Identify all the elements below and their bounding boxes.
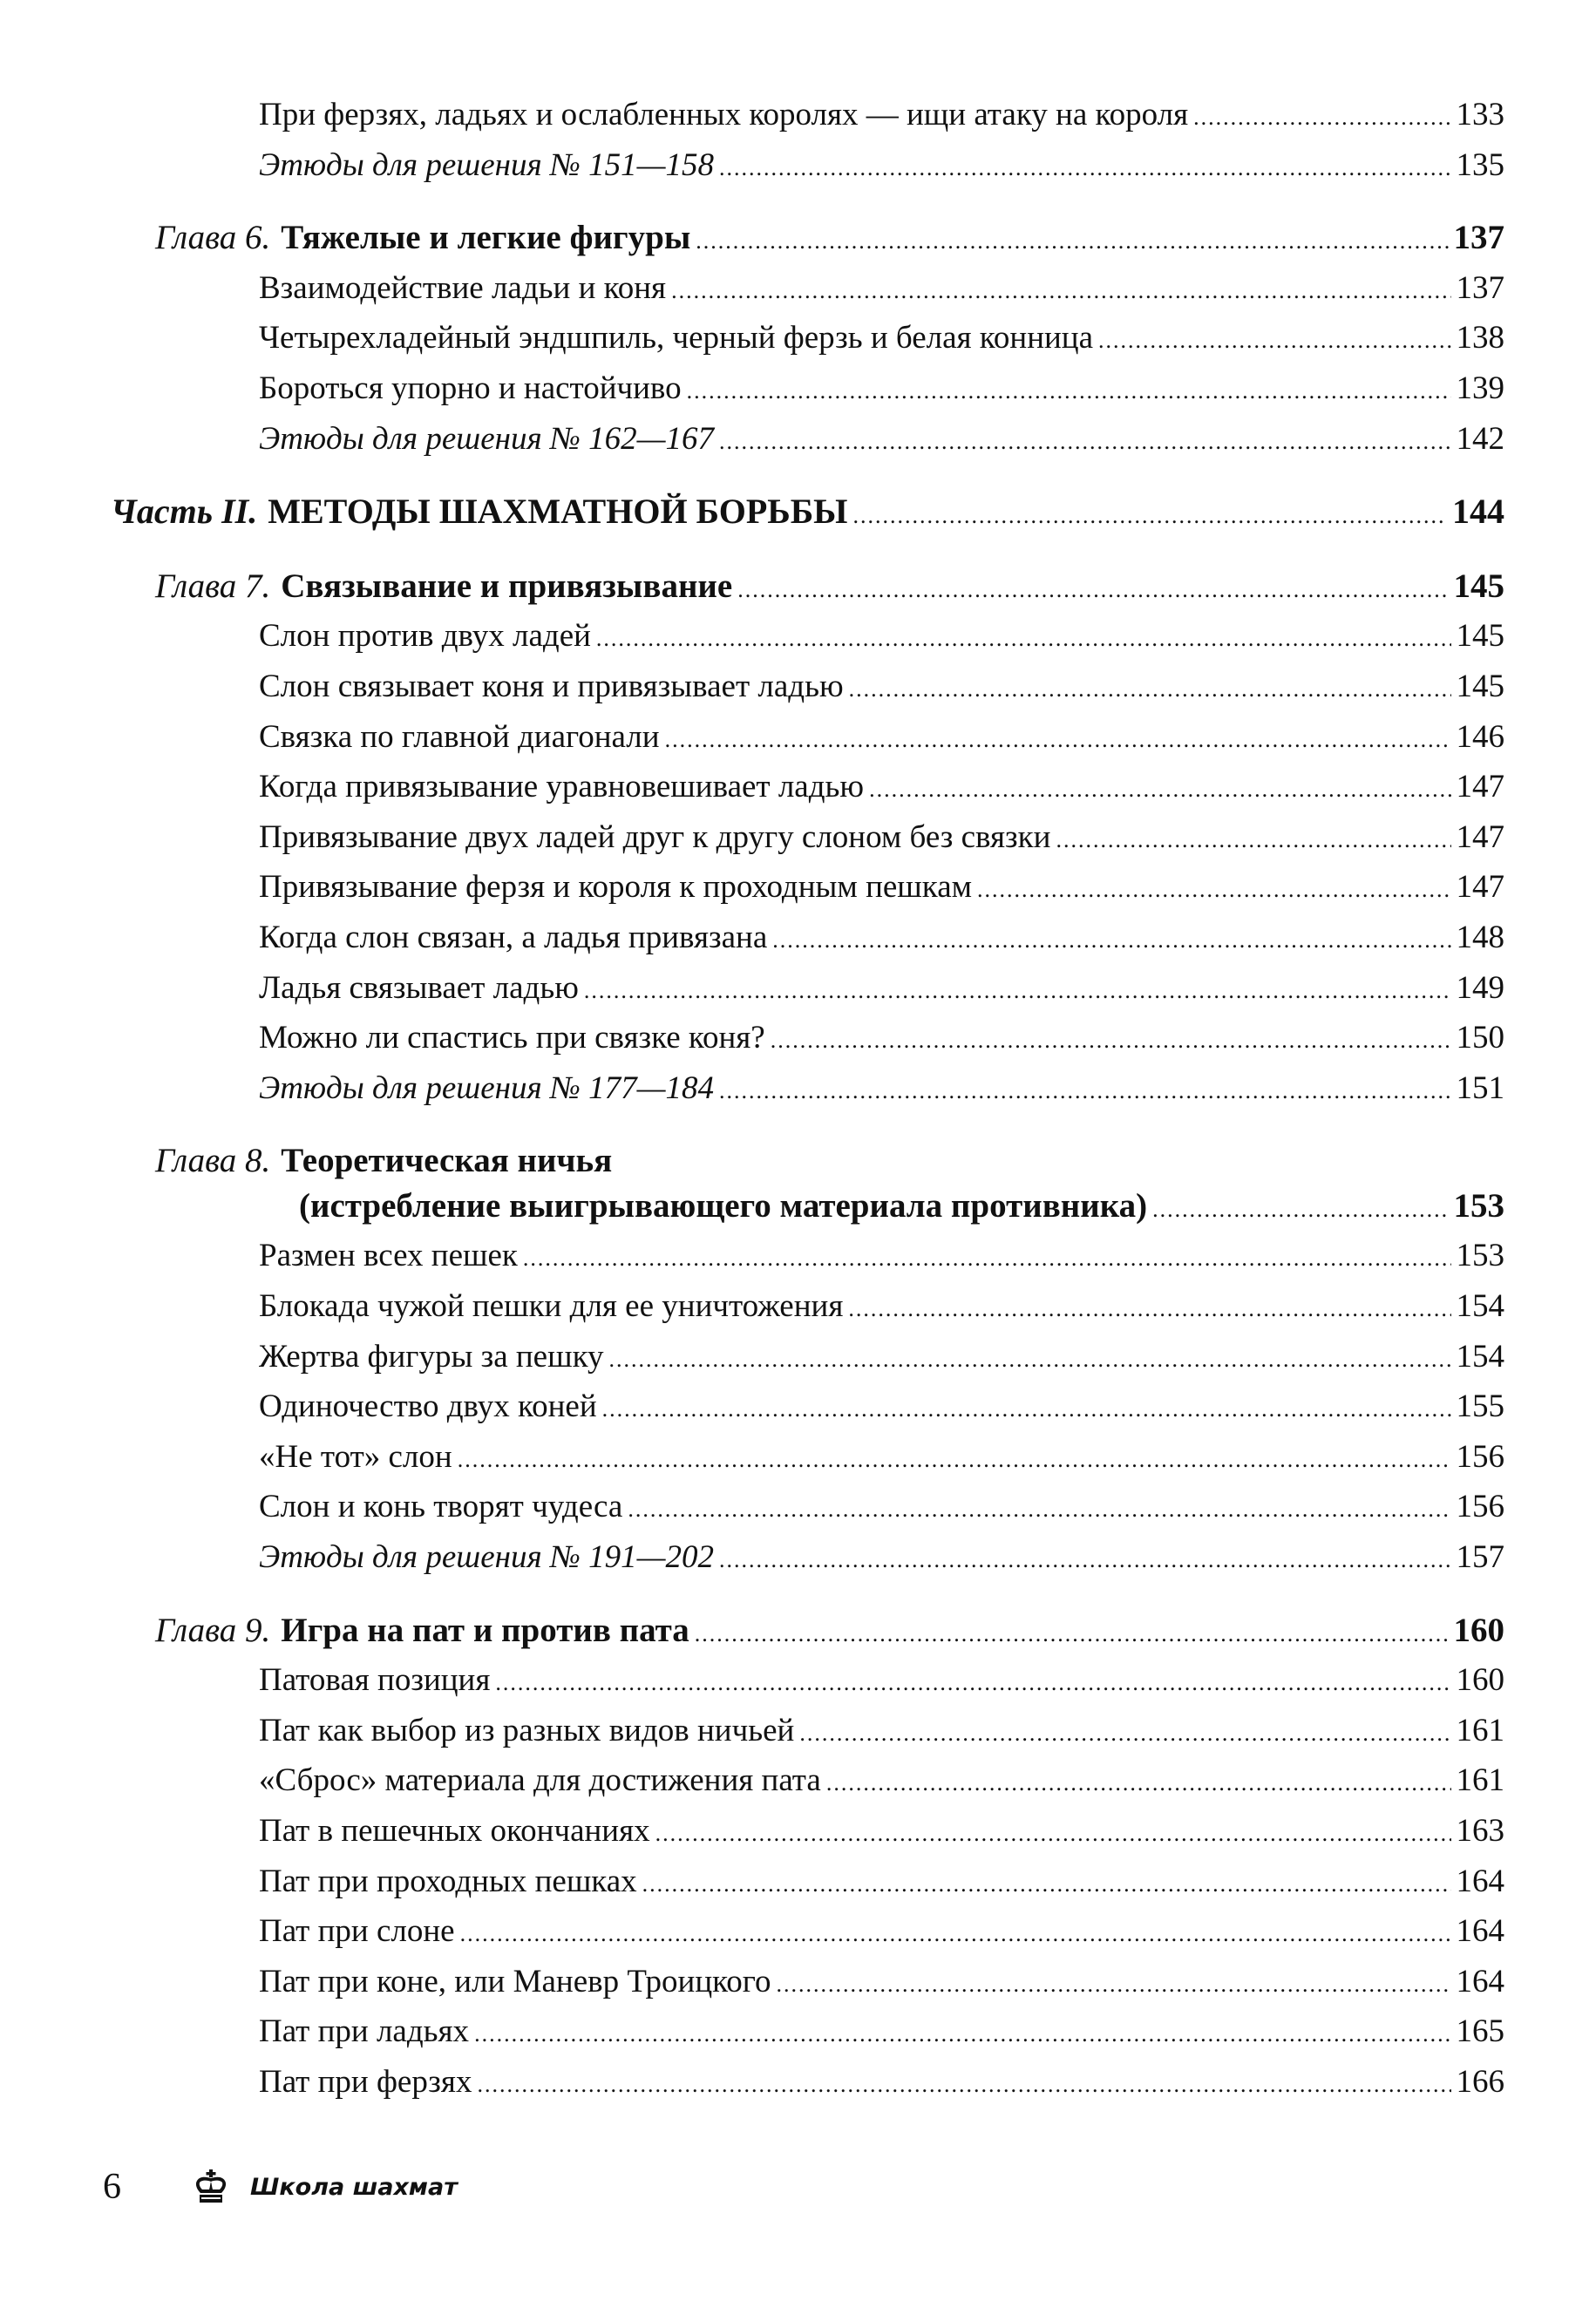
dot-leader: [523, 1231, 1451, 1284]
dot-leader: [584, 963, 1451, 1016]
toc-entry-item: [0, 762, 1596, 812]
entry-page-number: 149: [1456, 969, 1504, 1006]
entry-label: Глава 8.: [155, 1142, 271, 1180]
toc-entry-study: [0, 1063, 1596, 1114]
entry-page-number: 135: [1456, 146, 1504, 183]
entry-title: Размен всех пешек: [259, 1238, 518, 1274]
dot-leader: [772, 913, 1450, 966]
dot-leader: [495, 1655, 1450, 1708]
entry-page-number: 165: [1456, 2013, 1504, 2050]
entry-title: Слон и конь творят чудеса: [259, 1489, 623, 1525]
entry-label: Глава 7.: [155, 567, 271, 605]
entry-title: Пат при ладьях: [259, 2013, 470, 2050]
dot-leader: [671, 263, 1450, 316]
dot-leader: [665, 712, 1451, 765]
page-number: 6: [103, 2167, 121, 2207]
entry-page-number: 145: [1456, 618, 1504, 655]
dot-leader: [596, 611, 1451, 664]
dot-leader: [719, 1532, 1451, 1585]
toc-entry-item: [0, 1857, 1596, 1907]
entry-page-number: 139: [1456, 370, 1504, 406]
entry-label: Глава 6.: [155, 219, 271, 257]
series-title: Школа шахмат: [250, 2173, 458, 2201]
dot-leader: [602, 1382, 1451, 1435]
entry-page-number: 144: [1452, 492, 1504, 532]
dot-leader: [849, 662, 1451, 715]
entry-page-number: 153: [1456, 1238, 1504, 1274]
entry-title: Этюды для решения № 177—184: [259, 1069, 714, 1106]
entry-page-number: 164: [1456, 1963, 1504, 1999]
entry-page-number: 154: [1456, 1288, 1504, 1325]
entry-page-number: 156: [1456, 1438, 1504, 1475]
entry-title: Этюды для решения № 162—167: [259, 420, 714, 457]
dot-leader: [869, 762, 1450, 815]
entry-page-number: 146: [1456, 718, 1504, 755]
dot-leader: [777, 1957, 1451, 2010]
entry-page-number: 138: [1456, 320, 1504, 356]
entry-title: Бороться упорно и настойчиво: [259, 370, 682, 406]
dot-leader: [1056, 812, 1450, 866]
toc-entry-item: [0, 913, 1596, 963]
entry-page-number: 163: [1456, 1813, 1504, 1849]
dot-leader: [719, 140, 1451, 193]
entry-page-number: 147: [1456, 818, 1504, 855]
dot-leader: [695, 1606, 1449, 1660]
entry-page-number: 160: [1456, 1662, 1504, 1699]
entry-title: Слон против двух ладей: [259, 618, 591, 655]
toc-entry-item: [0, 90, 1596, 140]
entry-page-number: 164: [1456, 1913, 1504, 1950]
entry-page-number: 164: [1456, 1863, 1504, 1899]
dot-leader: [737, 561, 1448, 615]
toc-entry-study: [0, 414, 1596, 465]
toc-entry-item: [0, 2006, 1596, 2057]
toc-entry-item: [0, 1482, 1596, 1532]
entry-page-number: 133: [1456, 97, 1504, 132]
dot-leader: [687, 363, 1451, 417]
entry-title: МЕТОДЫ ШАХМАТНОЙ БОРЬБЫ: [268, 492, 848, 532]
toc-entry-chapter: [0, 213, 1596, 263]
toc-entry-item: [0, 1013, 1596, 1063]
entry-title: Пат как выбор из разных видов ничьей: [259, 1712, 795, 1748]
entry-page-number: 166: [1456, 2063, 1504, 2100]
entry-page-number: 150: [1456, 1020, 1504, 1056]
dot-leader: [977, 862, 1450, 915]
entry-title: Привязывание ферзя и короля к проходным пешкам: [259, 869, 973, 906]
page-footer: [103, 2166, 458, 2208]
toc-entry-chapter: [0, 1606, 1596, 1656]
dot-leader: [848, 1281, 1450, 1334]
toc-entry-item: [0, 1432, 1596, 1483]
toc-entry-chapter-head: [0, 1136, 1596, 1186]
entry-page-number: 156: [1456, 1489, 1504, 1525]
toc-entry-item: [0, 1957, 1596, 2007]
entry-page-number: 151: [1456, 1069, 1504, 1106]
entry-title: Четырехладейный эндшпиль, черный ферзь и белая конница: [259, 320, 1094, 356]
entry-page-number: 147: [1456, 769, 1504, 805]
entry-title: При ферзях, ладьях и ослабленных королях — ищи атаку на короля: [259, 97, 1189, 132]
toc-entry-item: [0, 313, 1596, 363]
toc-entry-item: [0, 263, 1596, 314]
entry-page-number: 137: [1456, 269, 1504, 306]
dot-leader: [477, 2057, 1450, 2110]
dot-leader: [719, 1063, 1451, 1117]
entry-title: Этюды для решения № 151—158: [259, 146, 714, 183]
dot-leader: [642, 1857, 1451, 1910]
toc-entry-part: [0, 486, 1596, 537]
toc-entry-item: [0, 1755, 1596, 1806]
dot-leader: [474, 2006, 1450, 2060]
entry-title: (истребление выигрывающего материала противника): [299, 1186, 1148, 1225]
toc-entry-item: [0, 1281, 1596, 1332]
dot-leader: [696, 213, 1448, 267]
dot-leader: [771, 1013, 1451, 1066]
entry-page-number: 161: [1456, 1762, 1504, 1799]
entry-title: Связывание и привязывание: [281, 567, 733, 605]
entry-title: Связка по главной диагонали: [259, 718, 660, 755]
toc-entry-item: [0, 611, 1596, 662]
toc-entry-item: [0, 1906, 1596, 1957]
dot-leader: [852, 486, 1447, 541]
entry-page-number: 161: [1456, 1712, 1504, 1748]
toc-entry-item: [0, 963, 1596, 1014]
entry-title: Пат при слоне: [259, 1913, 455, 1950]
entry-page-number: 145: [1453, 567, 1504, 605]
toc-entry-item: [0, 363, 1596, 414]
dot-leader: [1152, 1181, 1448, 1235]
toc-entry-study: [0, 1532, 1596, 1583]
toc-entry-item: [0, 712, 1596, 763]
entry-page-number: 137: [1453, 219, 1504, 257]
entry-title: Одиночество двух коней: [259, 1388, 597, 1425]
entry-page-number: 160: [1453, 1611, 1504, 1649]
entry-label: Часть II.: [111, 492, 258, 532]
dot-leader: [609, 1332, 1451, 1385]
entry-title: Когда слон связан, а ладья привязана: [259, 919, 768, 955]
toc-entry-item: [0, 1332, 1596, 1382]
entry-page-number: 154: [1456, 1338, 1504, 1375]
entry-title: «Сброс» материала для достижения пата: [259, 1762, 821, 1799]
entry-title: Блокада чужой пешки для ее уничтожения: [259, 1288, 844, 1325]
entry-title: Пат при ферзях: [259, 2063, 472, 2100]
dot-leader: [1098, 313, 1450, 366]
dot-leader: [458, 1432, 1451, 1485]
toc-entry-item: [0, 1655, 1596, 1706]
entry-title: Пат при проходных пешках: [259, 1863, 637, 1899]
entry-label: Глава 9.: [155, 1611, 271, 1649]
toc-entry-item: [0, 1382, 1596, 1432]
dot-leader: [799, 1706, 1450, 1759]
entry-page-number: 142: [1456, 420, 1504, 457]
dot-leader: [628, 1482, 1450, 1535]
entry-title: Слон связывает коня и привязывает ладью: [259, 668, 844, 704]
toc-entry-item: [0, 2057, 1596, 2108]
entry-title: Жертва фигуры за пешку: [259, 1338, 604, 1375]
toc-entry-item: [0, 1806, 1596, 1857]
toc-entry-chapter: [0, 561, 1596, 612]
entry-page-number: 157: [1456, 1539, 1504, 1576]
entry-page-number: 145: [1456, 668, 1504, 704]
entry-title: Этюды для решения № 191—202: [259, 1539, 714, 1576]
entry-page-number: 153: [1453, 1186, 1504, 1225]
entry-title: Тяжелые и легкие фигуры: [281, 219, 691, 257]
toc-entry-study: [0, 140, 1596, 191]
entry-title: Патовая позиция: [259, 1662, 491, 1699]
dot-leader: [655, 1806, 1451, 1859]
entry-title: Ладья связывает ладью: [259, 969, 579, 1006]
entry-page-number: 155: [1456, 1388, 1504, 1425]
toc-entry-item: [0, 1706, 1596, 1756]
toc-entry-item: [0, 662, 1596, 712]
entry-title: Можно ли спастись при связке коня?: [259, 1020, 765, 1056]
entry-title: Пат при коне, или Маневр Троицкого: [259, 1963, 771, 1999]
toc-entry-item: [0, 862, 1596, 913]
entry-title: «Не тот» слон: [259, 1438, 452, 1475]
entry-page-number: 148: [1456, 919, 1504, 955]
entry-title: Привязывание двух ладей друг к другу слоном без связки: [259, 818, 1051, 855]
entry-title: Теоретическая ничья: [281, 1142, 613, 1180]
table-of-contents: [0, 90, 1596, 2108]
dot-leader: [1193, 90, 1450, 143]
chess-king-icon: [193, 2169, 229, 2204]
entry-page-number: 147: [1456, 869, 1504, 906]
toc-entry-chapter-cont: [0, 1181, 1596, 1232]
entry-title: Когда привязывание уравновешивает ладью: [259, 769, 865, 805]
dot-leader: [460, 1906, 1451, 1959]
dot-leader: [719, 414, 1451, 467]
entry-title: Взаимодействие ладьи и коня: [259, 269, 667, 306]
entry-title: Пат в пешечных окончаниях: [259, 1813, 650, 1849]
entry-title: Игра на пат и против пата: [281, 1611, 689, 1649]
toc-entry-item: [0, 812, 1596, 863]
dot-leader: [826, 1755, 1451, 1809]
toc-entry-item: [0, 1231, 1596, 1281]
